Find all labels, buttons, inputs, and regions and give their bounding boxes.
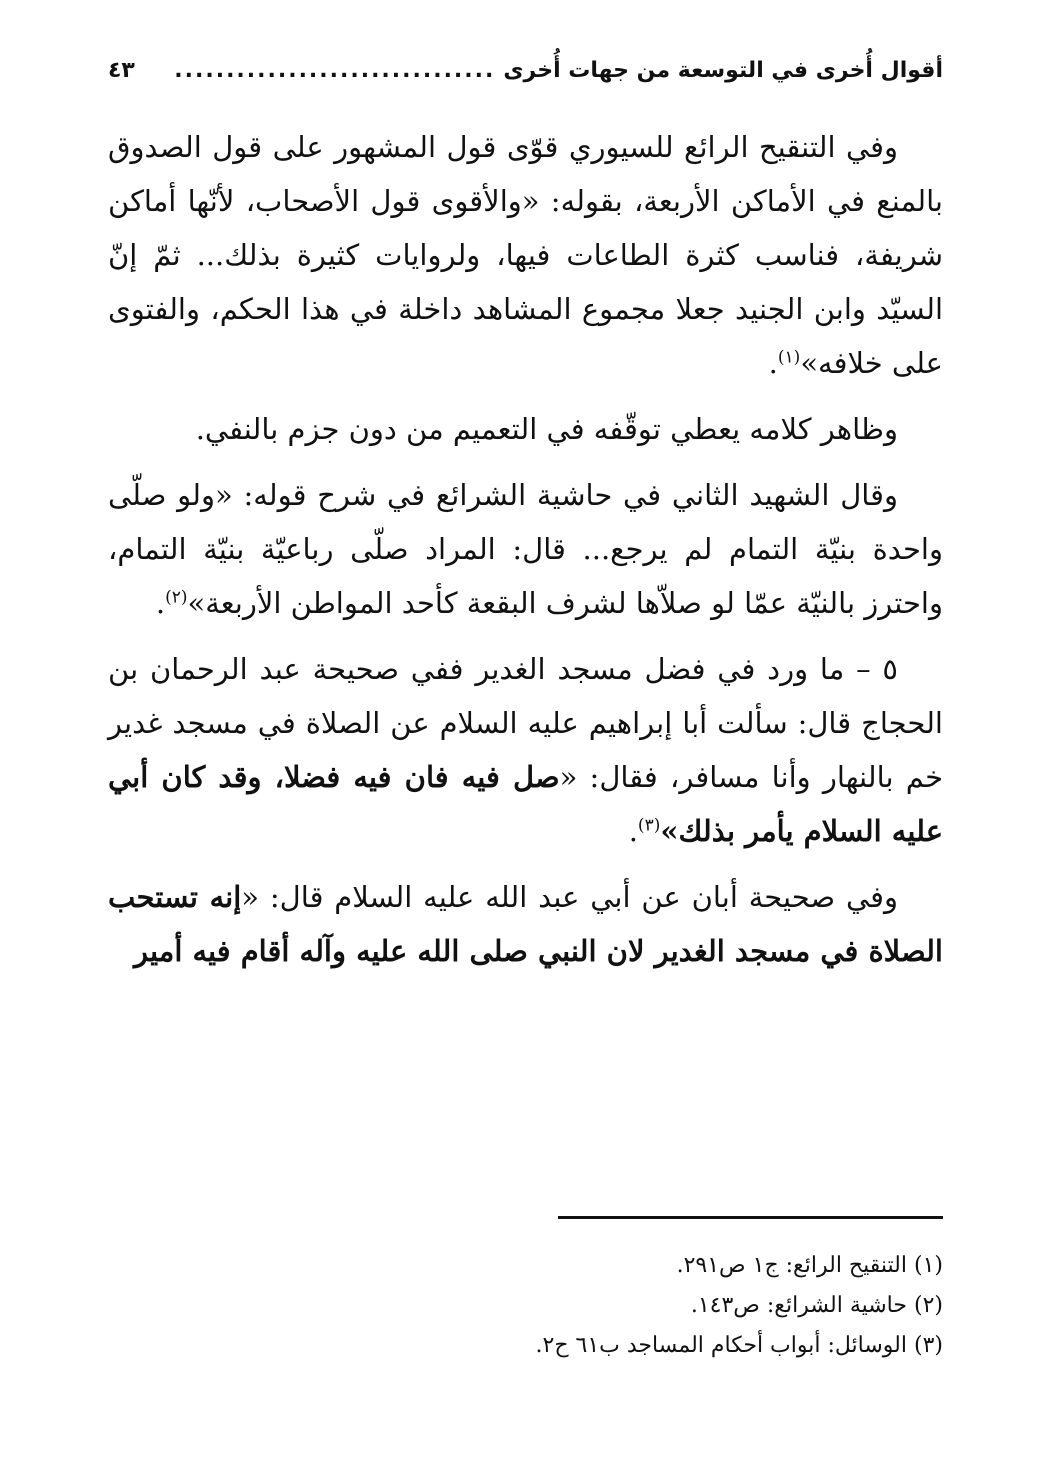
paragraph-end: . — [628, 814, 638, 848]
page-header — [108, 58, 943, 98]
paragraph-zahir — [108, 402, 943, 456]
footnote-ref-1: (١) — [777, 347, 801, 368]
paragraph-ghadir-1 — [108, 642, 943, 858]
paragraph-end: . — [155, 586, 166, 620]
quote-close: » — [660, 814, 679, 848]
paragraph-text: وظاهر كلامه يعطي توقّفه في التعميم من دون جزم بالنفي. — [195, 412, 898, 446]
body-text — [108, 120, 943, 990]
footnote-1: (١) التنقيح الرائع: ج١ ص٢٩١. — [676, 1253, 943, 1278]
footnote-ref-3: (٣) — [637, 815, 661, 836]
running-title: أقوال أُخرى في التوسعة من جهات أُخرى — [503, 58, 943, 83]
footnote-ref-2: (٢) — [165, 587, 188, 608]
footnotes — [108, 1246, 943, 1366]
bold-quote: صل فيه فان فيه فضلا، وقد كان أبي عليه السلام يأمر بذلك — [108, 760, 943, 848]
paragraph-text: وفي صحيحة أبان عن أبي عبد الله عليه السلام قال: « — [241, 880, 898, 914]
paragraph-shahid — [108, 468, 943, 630]
footnote-2: (٢) حاشية الشرائع: ص١٤٣. — [690, 1293, 943, 1318]
page-number: ٤٣ — [108, 58, 135, 83]
footnote-3: (٣) الوسائل: أبواب أحكام المساجد ب٦١ ح٢. — [535, 1333, 943, 1358]
paragraph-text: وقال الشهيد الثاني في حاشية الشرائع في شرح قوله: «ولو صلّى واحدة بنيّة التمام لم يرجع... قال: المراد صلّى رباعيّة بنيّة التمام، واحترز بالنيّة عمّا لو صلاّها لشرف البقعة كأحد المواطن الأربعة» — [108, 478, 943, 620]
paragraph-text: وفي التنقيح الرائع للسيوري قوّى قول المشهور على قول الصدوق بالمنع في الأماكن الأربعة، بقوله: «والأقوى قول الأصحاب، لأنّها أماكن شريفة، فناسب كثرة الطاعات فيها، ولروايات كثيرة بذلك... ثمّ إنّ السيّد وابن الجنيد جعلا مجموع المشاهد داخلة في هذا الحكم، والفتوى على خلافه» — [108, 130, 943, 380]
footnote-separator — [558, 1216, 943, 1219]
bold-quote: إنه تستحب الصلاة في مسجد الغدير لان النبي صلى الله عليه وآله أقام فيه أمير — [108, 880, 943, 968]
paragraph-text: ٥ – ما ورد في فضل مسجد الغدير ففي صحيحة عبد الرحمان بن الحجاج قال: سألت أبا إبراهيم عليه السلام عن الصلاة في مسجد غدير خم بالنهار وأنا مسافر، فقال: « — [108, 652, 943, 794]
paragraph-tanqih — [108, 120, 943, 390]
paragraph-ghadir-2 — [108, 870, 943, 978]
dot-leader: ............................... — [174, 58, 496, 83]
paragraph-end: . — [768, 346, 778, 380]
